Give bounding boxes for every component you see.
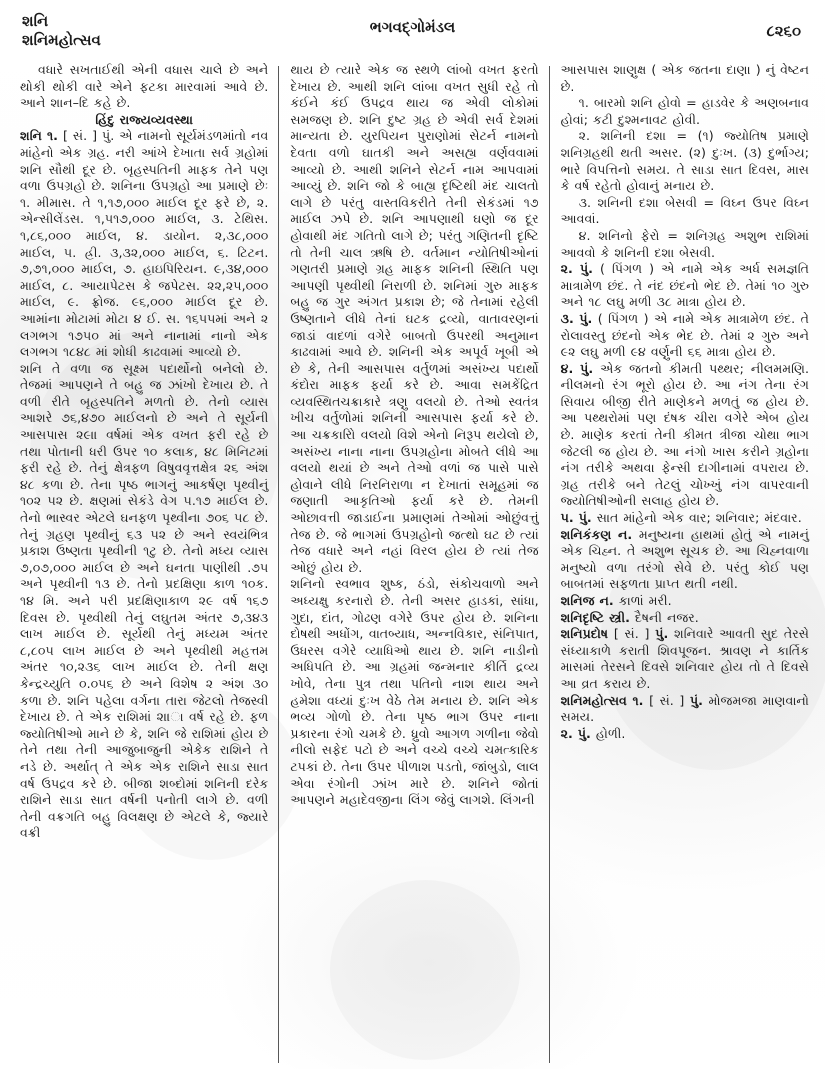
entry-sense-2 [561,261,809,311]
entry-headword: શનિદૃષ્ટિ [560,609,605,625]
entry-part-of-speech: પું. [689,692,703,708]
sense-gloss: ( પિંગળ ) એ નામે એક માત્રામેળ છંદ. તે રોલાવસ્તુ છંદનો એક ભેદ છે. તેમાં ૨ ગુરુ અને ૯૨ લઘુ મળી ૯૪ વર્ણુની ૬૬ માત્રા હોય છે. [560,310,809,360]
entry-sense-number: ૧. [46,128,58,144]
continued-paragraph: વધારે સખતાઈથી એની વધાસ ચાલે છે અને થોકી થોકી વારે એને ફટકા મારવામાં આવે છે. આને શાન–દિ કહે છે. [20,62,269,111]
entry-sense-3 [561,311,809,361]
column-2 [280,62,548,1063]
dictionary-entry-shani [20,128,268,360]
idiom-item [561,195,809,228]
source-citation: હિંદુ રાજ્યવ્યવસ્થા [95,111,193,127]
entry-part-of-speech: સ્ત્રી. [609,609,630,625]
entry-definition: દૈષની નજર. [634,609,699,625]
entry-part-of-speech: પું. [102,128,115,144]
idiom-item [561,228,809,261]
idiom-item [561,128,809,194]
entry-definition: મોજમજા માણવાનો સમય. [560,692,809,725]
definition-paragraph-b: શનિનો સ્વભાવ શુષ્ક, ઠંડો, સંકોચવાળો અને અધ્યક્ષુ કરનારો છે. તેની અસર હાડકાં, સાંધા, ગુદા, દાંત, ગોઢણ વગેરે ઉપર હોય છે. શનિના દોષથી અધોંગ, વાતબ્યાધ, અન્નવિકાર, સંનિપાત, ઉધરસ વગેરે વ્યાધિઓ થાય છે. શનિ નાડીનો અધિપતિ છે. આ ગ્રહમાં જન્મનાર કીર્તિ દ્રવ્ય ખોવે, તેના પુત્ર તથા પતિનો નાશ થાય અને હમેશા વધ્યાં દુઃખ વેઠે તેમ મનાય છે. શનિ એક ભવ્ય ગોળો છે. તેના પૃષ્ઠ ભાગ ઉપર નાના પ્રકારના રંગો ચમકે છે. ધ્રુવો આગળ ગળીના જેવો નીલો સફેદ પટો છે અને વચ્ચે વચ્ચે ચમત્કારિક ટપકાં છે. તેના ઉપર પીળાશ પડતો, જાંબુડો, લાલ એવા રંગોની ઝાંખ મારે છે. શનિને જોતાં આપણને મહાદેવજીના લિંગ જેવું લાગશે. લિંગની [290,576,539,808]
dictionary-entry-shanidrishti [561,610,809,627]
idiom-number: ૨. [578,128,591,144]
entry-part-of-speech: પું. [655,626,669,642]
dictionary-entry-shanij [561,593,809,610]
idiom-text: શનિની દશા = (૧) જ્યોતિષ પ્રમાણે શનિગ્રહથી થતી અસર. (૨) દુઃખ. (૩) દુર્ભાગ્ય; ભારે વિપત્તિનો સમય. તે સાડા સાત દિવસ, માસ કે વર્ષ રહેતો હોવાનું મનાય છે. [560,128,809,194]
dictionary-entry-shanimahotsav [561,693,809,726]
entry-part-of-speech: ન. [599,593,614,608]
page-header [18,12,807,62]
entry-headword: શનિપ્રદોષ [560,626,608,642]
idiom-number: ૪. [578,227,591,243]
column-3 [551,62,811,1063]
definition-paragraph-a: થાય છે ત્યારે એક જ સ્થળે લાંબો વખત ફરતો દેખાય છે. આથી શનિ લાંબા વખત સુધી રહે તો કંઈને કંઈ ઉપદ્રવ થાય જ એવી લોકોમાં સમજણ છે. શનિ દુષ્ટ ગ્રહ છે એવી સર્વ દેશમાં માન્યતા છે. યુરપિયન પુરાણોમાં સેટર્ન નામનો દેવતા વળો ઘાતકી અને અસહ્ય વર્ણવવામાં આવ્યો છે. આથી શનિને સેટર્ન નામ આપવામાં આવ્યું છે. શનિ જો કે બાહ્ય દૃષ્ટિથી મંદ ચાલતો લાગે છે પરંતુ વાસ્તવિકરીતે તેની સેકંડમાં ૧૭ માઈલ ઝપે છે. શનિ આપણાથી ઘણો જ દૂર હોવાથી મંદ ગતિતો લાગે છે; પરંતુ ગણિતની દૃષ્ટિ તો તેની ચાલ ઋષિ છે. વર્તમાન ન્યોતિષીઓનાં ગણતરી પ્રમાણે ગ્રહ માફક શનિની સ્થિતિ પણ આપણી પૃથ્વીથી નિરાળી છે. શનિમાં ગુરુ માફક બહુ જ ગુર અંગત પ્રકાશ છે; જે તેનામાં રહેલી ઉષ્ણતાને લીધે તેનાં ઘટક દ્રવ્યો, વાતાવરણનાં જાડાં વાદળાં વગેરે બાબતો ઉપરથી અનુમાન કાઢવામાં આવે છે. શનિની એક અપૂર્વ ખૂબી એ છે કે, તેની આસપાસ વર્તુળમાં અસંખ્ય પદાર્થો કંદોરા માફક ફર્યા કરે છે. આવા સમકેંદ્રિત વ્યવસ્થિતચક્રાકારે ત્રણુ વલયો છે. તેઓ સ્વતંત્ર ખીચ વર્તુળોમાં શનિની આસપાસ ફર્યા કરે છે. આ ચક્રકારોિ વલયો વિશે એનો નિરૂપ થયેલો છે, અસંખ્ય નાના નાના ઉપગ્રહોના મોબતે લીધે આ વલયો થયાં છે અને તેઓ વળાં જ પાસે પાસે હોવાને લીધે નિરનિરાળા ન દેખાતાં સમૂહમાં જ જણાતી આકૃતિઓ ફર્યા કરે છે. તેમની ઓછાવત્તી જાડાઈના પ્રમાણમાં તેઓમાં ઓછુંવત્તું તેજ છે. જે ભાગમાં ઉપગ્રહોનો જત્થો ઘટ છે ત્યાં તેજ વધારે અને નહાં વિરલ હોય છે ત્યાં તેજ ઓછું હોય છે. [290,62,539,575]
sense-gloss: એક જતનો કીમતી પથ્થર; નીલમમણિ. નીલમનો રંગ ભૂરો હોય છે. આ નંગ તેના રંગ સિવાય બીજી રીતે માણેકને મળતું જ હોય છે. આ પથ્થરોમાં પણ દંષક ચીરા વગેરે એબ હોય છે. માણેક કરતાં તેની કીમત ત્રીજા ચોથા ભાગ જેટલી જ હોય છે. આ નંગો ખાસ કરીને ગ્રહોના નંગ તરીકે અથવા ફેન્સી દાગીનામાં વપરાય છે. ગ્રહ તરીકે બને તેટલું ચોખ્ખું નંગ વાપરવાની જ્યોતિષીઓની સલાહ હોય છે. [560,360,809,509]
dictionary-entry-shanikankan [561,527,809,593]
dictionary-entry-shanipradosh [561,626,809,692]
entry-definition: મનુષ્યના હાથમાં હોતું એ નામનું એક ચિહ્ન. તે અશુભ સૂચક છે. આ ચિહ્નવાળા મનુષ્યો વળા તરંગો સેવે છે. પરંતુ કોઈ પણ બાબતમાં સફળતા પ્રાપ્ત થતી નથી. [560,526,809,592]
sense-number: ૨. [560,261,573,277]
definition-paragraph-top: આસપાસ શાણુક્ષ ( એક જતના દાણા ) નું વેષ્ટન છે. [560,62,809,94]
column-1 [18,62,278,1063]
sense-number: ૫. [560,510,574,526]
sense-number: ૩. [560,310,574,326]
entry-sense-number: ૧. [632,692,644,708]
idiom-number: ૩. [578,194,592,210]
page-number: ૮૨૬૦ [766,22,801,40]
sense-number: ૪. [560,360,574,376]
running-head-last-word: શનિમહોત્સવ [22,31,101,49]
entry-etymology: [ સં. ] [649,692,685,708]
sense-gloss: ( પિંગળ ) એ નામે એક અર્ધ સમજ્ઞતિ માત્રામેળ છંદ. તે નંદ છંદનો ભેદ છે. તેમાં ૧૦ ગુરુ અને ૧૮ લઘુ મળી ૩૮ માત્રા હોય છે. [560,261,809,310]
sense-part-of-speech: પું. [578,510,592,526]
entry-headword: શનિમહોત્સવ [560,692,627,708]
entry-part-of-speech: ન. [618,526,633,542]
idiom-text: શનિની દશા બેસવી = વિઘ્ન ઉપર વિઘ્ન આવવાં. [560,194,809,227]
idiom-text: શનિનો ફેરો = શનિગ્રહ અશુભ રાશિમાં આવવો કે શનિની દશા બેસવી. [560,227,809,260]
idiom-text: બારમો શનિ હોવો = હાડવેર કે અણબનાવ હોવાં; કટી દુશ્મનાવટ હોવી. [560,95,809,127]
sense-part-of-speech: પું. [580,360,594,376]
entry-etymology: [ સં. ] [613,626,650,642]
entry-part-of-speech: પું. [577,725,591,741]
idiom-number: ૧. [578,95,589,111]
entry-definition: હોળી. [595,725,626,741]
entry-headword: શનિજ [560,593,595,608]
entry-definition: એ નામનો સૂર્યમંડળમાંતો નવ માંહેનો એક ગ્રહ. નરી આંખે દેખાતા સર્વ ગ્રહોમાં શનિ સૌથી દૂર છે. બૃહસ્પતિની માફક તેને પણ વળા ઉપગ્રહો છે. શનિના ઉપગ્રહો આ પ્રમાણે છેઃ ૧. મીમાસ. તે ૧,૧૭,૦૦૦ માઈલ દૂર ફરે છે, ૨. એન્સીલેંડસ. ૧,૫૧૭,૦૦૦ માઈલ, ૩. ટેથિસ. ૧,૮૬,૦૦૦ માઈલ, ૪. ડાયોન. ૨,૩૮,૦૦૦ માઈલ, ૫. હ્રી. ૩,૩૨,૦૦૦ માઈલ, ૬. ટિટન. ૭,૭૧,૦૦૦ માઈલ, ૭. હાઇપિરિયન. ૯,૩૪,૦૦૦ માઈલ, ૮. આયાપેટસ કે જપેટસ. ૨૨,૨૫,૦૦૦ માઈલ, ૯. ફ્રોજ. ૯૬,૦૦૦ માઈલ દૂર છે. આમાંના મોટામાં મોટા ૪ ઈ. સ. ૧૬૫૫માં અને ૨ લગભગ ૧૭૫૦ માં અને નાનામાં નાનો એક લગભગ ૧૮૪૮ માં શોધી કાઢવામાં આવ્યો છે. [20,128,269,360]
text-columns [18,62,811,1063]
entry-etymology: [ સં. ] [62,128,98,144]
book-title: ભગવદ્ગોમંડલ [369,18,456,36]
running-head-first-word: શનિ [22,12,49,30]
sense-part-of-speech: પું. [579,261,593,277]
entry-headword: શનિકંકણ [560,526,612,542]
entry-definition-continued: શનિ તે વળા જ સૂક્ષ્મ પદાર્થોનો બનેલો છે. તેજમાં આપણને તે બહુ જ ઝાંખો દેખાય છે. તે વળી રીતે બૃહસ્પતિને મળતો છે. તેનો વ્યાસ આશરે ૭૬,૪૭૦ માઈલનો છે અને તે સૂર્યની આસપાસ ૨૯॥ વર્ષમાં એક વખત ફરી રહે છે તથા પોતાની ધરી ઉપર ૧૦ કલાક, ૪૮ મિનિટમાં ફરી રહે છે. તેનું ક્ષેત્રફળ વિષુવવૃત્તક્ષેત્ર ૨૬ અંશ ૪૮ કળા છે. તેના પૃષ્ઠ ભાગનું આકર્ષણ પૃથ્વીનું ૧૦૨ ૫૨ છે. ક્ષણમાં સેકંડે વેગ ૫.૧૭ માઈલ છે. તેનો ભાસ્વર એટલે ઘનફળ પૃથ્વીના ૭૦૬ ૫૮ છે. તેનું ગ્રહણ પૃથ્વીનું ૬૩ ૫૨ છે અને સ્વયંભિત્ર પ્રકાશ ઉષ્ણતા પૃથ્વીની ૧ટુ છે. તેનો મધ્ય વ્યાસ ૭,૦૭,૦૦૦ માઈલ છે અને ઘનતા પાણીથી .૭૫ અને પૃથ્વીની ૧૩ છે. તેનો પ્રદક્ષિણા કાળ ૧૦ક. ૧૪ મિ. અને પરી પ્રદક્ષિણાકાળ ૨૯ વર્ષ ૧૬૭ દિવસ છે. પૃથ્વીથી તેનું લઘુતમ અંતર ૭,૩૪૩ લાખ માઈલ છે. સૂર્યથી તેનું મધ્યમ અંતર ૮,૮૦૫ લાખ માઈલ છે અને પૃથ્વીથી મહત્તમ અંતર ૧૦,૨૩૬ લાખ માઈલ છે. તેની ક્ષણ કેન્દ્રચ્યુતિ ૦.૦૫૬ છે અને વિશેષ ૨ અંશ ૩૦ કળા છે. શનિ પહેલા વર્ગના તારા જેટલો તેજસ્વી દેખાય છે. તે એક રાશિમાં ૨॥ા વર્ષ રહે છે. ફળ જ્યોતિષીઓ માને છે કે, શનિ જે રાશિમાં હોય છે તેને તથા તેની આજુબાજુની એકેક રાશિને તે નડે છે. અર્થાત્ તે એક એક રાશિને સાડા સાત વર્ષ ઉપદ્રવ કરે છે. બીજા શબ્દોમાં શનિની દરેક રાશિને સાડા સાત વર્ષની પનોતી લાગે છે. વળી તેની વક્રગતિ બહુ વિલક્ષણ છે એટલે કે, જ્યારે વક્રી [20,360,269,841]
entry-definition: શનિવારે આવતી સુદ તેરસે સંધ્યાકાળે કરાતી શિવપૂજન. શ્રાવણ ને કાર્તિક માસમાં તેરસને દિવસે શનિવાર હોય તો તે દિવસે આ વ્રત કરાય છે. [560,626,809,691]
idiom-item [561,95,809,128]
entry-headword: શનિ [20,128,42,144]
entry-sense-4 [561,361,809,510]
entry-sense-secondary [561,726,809,743]
sense-gloss: સાત માંહેનો એક વાર; શનિવાર; મંદવાર. [596,510,802,526]
entry-sense-5 [561,510,809,527]
entry-definition: કાળાં મરી. [618,593,672,608]
entry-sense-number: ૨. [560,725,573,741]
sense-part-of-speech: પું. [579,310,593,326]
